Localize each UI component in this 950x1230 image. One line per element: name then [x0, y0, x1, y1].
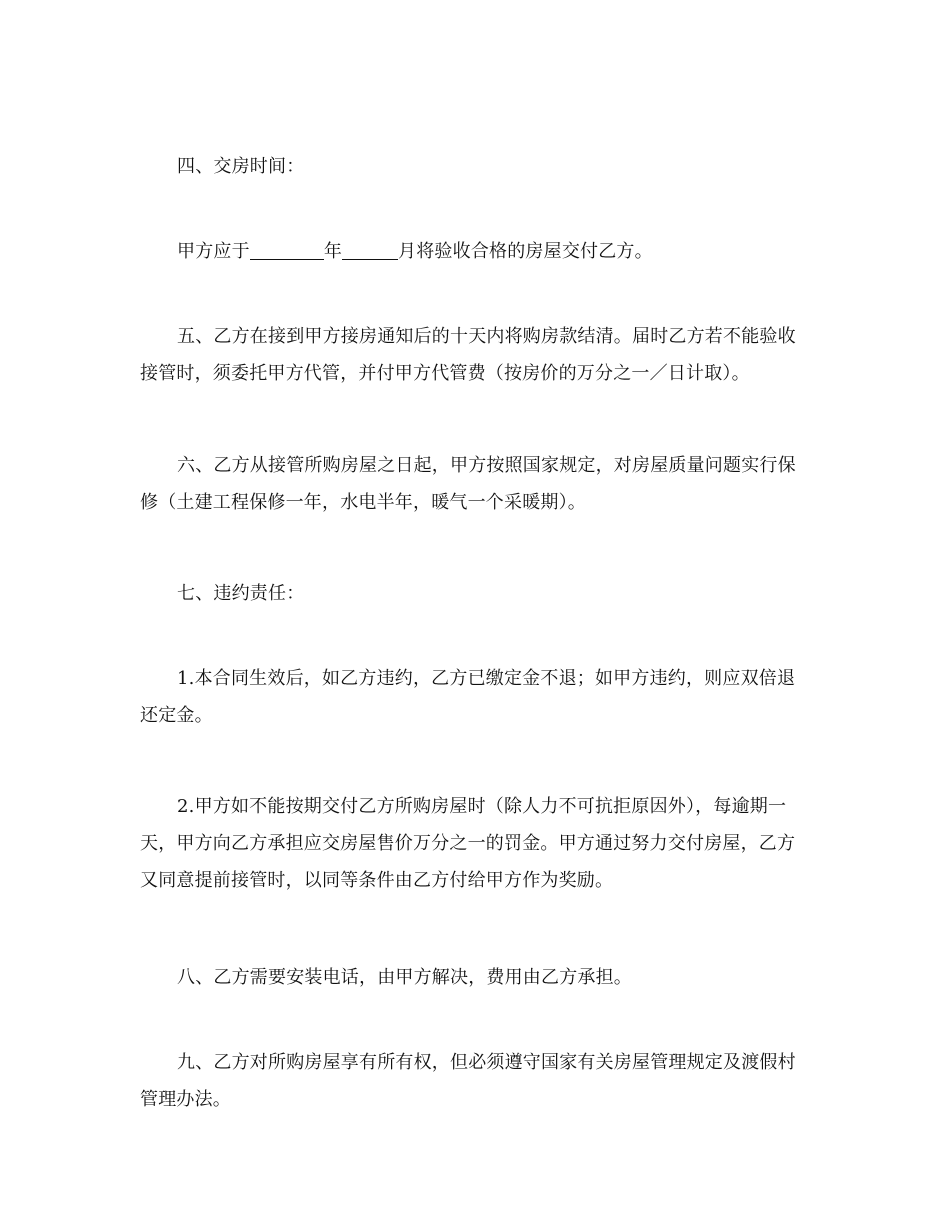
section-4-heading-text: 四、交房时间： [177, 156, 305, 177]
section-5-line-2: 接管时，须委托甲方代管，并付甲方代管费（按房价的万分之一／日计取）。 [140, 363, 750, 384]
section-7-item-2 [140, 788, 812, 899]
section-9-paragraph [140, 1044, 812, 1118]
section-8-line-1: 八、乙方需要安装电话，由甲方解决，费用由乙方承担。 [177, 967, 632, 988]
section-7-item-2-line-1: 2.甲方如不能按期交付乙方所购房屋时（除人力不可抗拒原因外），每逾期一 [177, 796, 787, 817]
section-6-line-2: 修（土建工程保修一年，水电半年，暖气一个采暖期）。 [140, 492, 586, 513]
section-4-delivery-line [140, 233, 812, 270]
section-4-text-a: 甲方应于 [177, 241, 250, 262]
section-7-item-2-line-3: 又同意提前接管时，以同等条件由乙方付给甲方作为奖励。 [140, 870, 614, 891]
section-5-paragraph [140, 318, 812, 392]
section-4-delivery-date [140, 233, 812, 270]
section-7-heading-text: 七、违约责任： [177, 583, 305, 604]
year-blank [250, 241, 324, 260]
section-7-item-1-line-2: 还定金。 [140, 705, 213, 726]
section-4-text-c: 月将验收合格的房屋交付乙方。 [398, 241, 653, 262]
section-7-heading [140, 575, 812, 612]
section-7-item-1-line-1: 1.本合同生效后，如乙方违约，乙方已缴定金不退；如甲方违约，则应双倍退 [177, 668, 796, 689]
section-7-item-2-line-2: 天，甲方向乙方承担应交房屋售价万分之一的罚金。甲方通过努力交付房屋，乙方 [140, 833, 796, 854]
section-7-item-1 [140, 660, 812, 734]
section-4-text-b: 年 [323, 241, 343, 262]
section-9-line-1: 九、乙方对所购房屋享有所有权，但必须遵守国家有关房屋管理规定及渡假村 [177, 1052, 796, 1073]
section-4-heading [140, 148, 812, 185]
section-9-line-2: 管理办法。 [140, 1089, 231, 1110]
section-6-line-1: 六、乙方从接管所购房屋之日起，甲方按照国家规定，对房屋质量问题实行保 [177, 455, 796, 476]
section-6-paragraph [140, 447, 812, 521]
section-8-paragraph [140, 959, 812, 996]
section-5-line-1: 五、乙方在接到甲方接房通知后的十天内将购房款结清。届时乙方若不能验收 [177, 326, 796, 347]
month-blank [342, 241, 398, 260]
